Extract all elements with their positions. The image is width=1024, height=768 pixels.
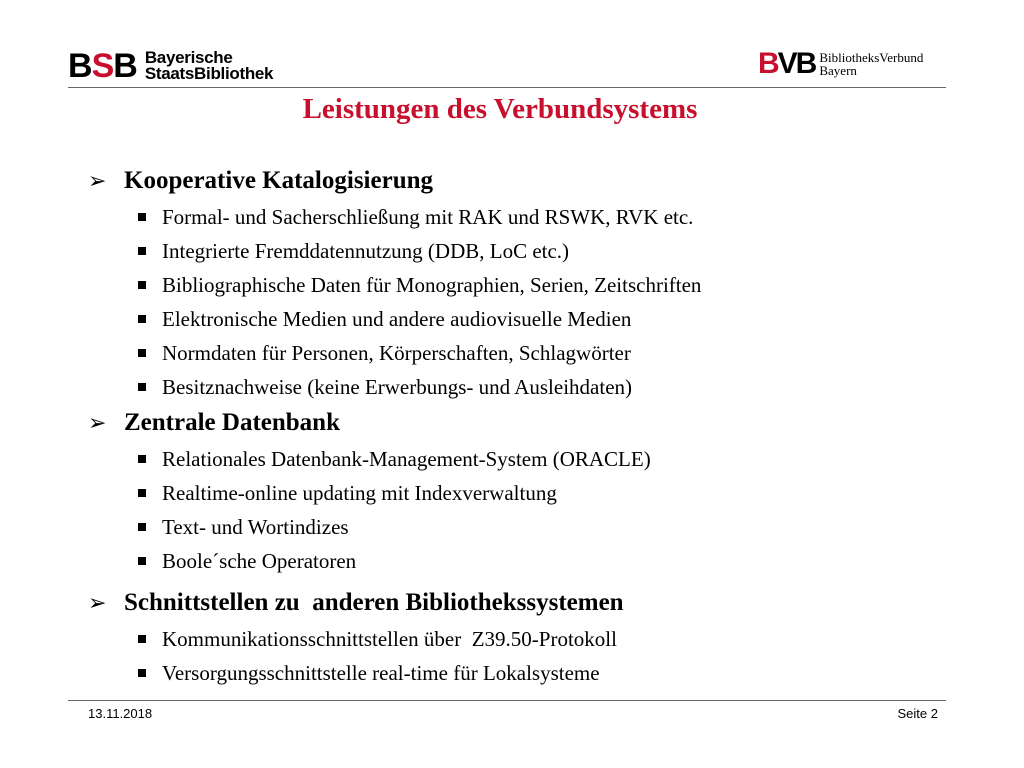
header-divider <box>68 87 946 88</box>
list-item: Elektronische Medien und andere audiovisuelle Medien <box>138 302 968 336</box>
section-heading: ➢ Zentrale Datenbank <box>88 409 340 436</box>
list-item: Realtime-online updating mit Indexverwaltung <box>138 476 968 510</box>
square-bullet-icon <box>138 523 146 531</box>
square-bullet-icon <box>138 315 146 323</box>
square-bullet-icon <box>138 557 146 565</box>
slide-header <box>0 0 1024 90</box>
footer-divider <box>68 700 946 701</box>
section-schnittstellen <box>88 584 968 690</box>
square-bullet-icon <box>138 349 146 357</box>
bvb-logo-text: BibliotheksVerbund Bayern <box>819 50 924 78</box>
section-heading: ➢ Kooperative Katalogisierung <box>88 167 433 194</box>
bsb-logo-mark: B S B <box>68 47 137 85</box>
list-item: Versorgungsschnittstelle real-time für Lokalsysteme <box>138 656 968 690</box>
bsb-logo <box>68 48 273 84</box>
list-item: Text- und Wortindizes <box>138 510 968 544</box>
square-bullet-icon <box>138 669 146 677</box>
list-item: Boole´sche Operatoren <box>138 544 968 578</box>
bullet-list <box>88 442 968 578</box>
bvb-logo-mark: BVB <box>758 47 816 80</box>
footer-page-number: Seite 2 <box>897 706 938 721</box>
square-bullet-icon <box>138 635 146 643</box>
arrow-bullet-icon: ➢ <box>88 168 107 194</box>
list-item: Relationales Datenbank-Management-System (ORACLE) <box>138 442 968 476</box>
bvb-logo <box>758 48 923 80</box>
section-zentrale-datenbank <box>88 404 968 578</box>
square-bullet-icon <box>138 213 146 221</box>
footer-date: 13.11.2018 <box>88 706 153 721</box>
list-item: Kommunikationsschnittstellen über Z39.50-Protokoll <box>138 622 968 656</box>
square-bullet-icon <box>138 383 146 391</box>
square-bullet-icon <box>138 455 146 463</box>
bullet-list <box>88 622 968 690</box>
list-item: Besitznachweise (keine Erwerbungs- und Ausleihdaten) <box>138 370 968 404</box>
list-item: Integrierte Fremddatennutzung (DDB, LoC etc.) <box>138 234 968 268</box>
list-item: Bibliographische Daten für Monographien, Serien, Zeitschriften <box>138 268 968 302</box>
arrow-bullet-icon: ➢ <box>88 410 107 436</box>
section-heading: ➢ Schnittstellen zu anderen Bibliothekssystemen <box>88 589 624 616</box>
bsb-logo-text: Bayerische StaatsBibliothek <box>144 48 274 83</box>
slide-content <box>88 162 968 690</box>
square-bullet-icon <box>138 281 146 289</box>
bullet-list <box>88 200 968 404</box>
square-bullet-icon <box>138 247 146 255</box>
section-kooperative-katalogisierung <box>88 162 968 404</box>
arrow-bullet-icon: ➢ <box>88 590 107 616</box>
list-item: Formal- und Sacherschließung mit RAK und RSWK, RVK etc. <box>138 200 968 234</box>
slide-title: Leistungen des Verbundsystems <box>302 93 698 125</box>
list-item: Normdaten für Personen, Körperschaften, Schlagwörter <box>138 336 968 370</box>
square-bullet-icon <box>138 489 146 497</box>
